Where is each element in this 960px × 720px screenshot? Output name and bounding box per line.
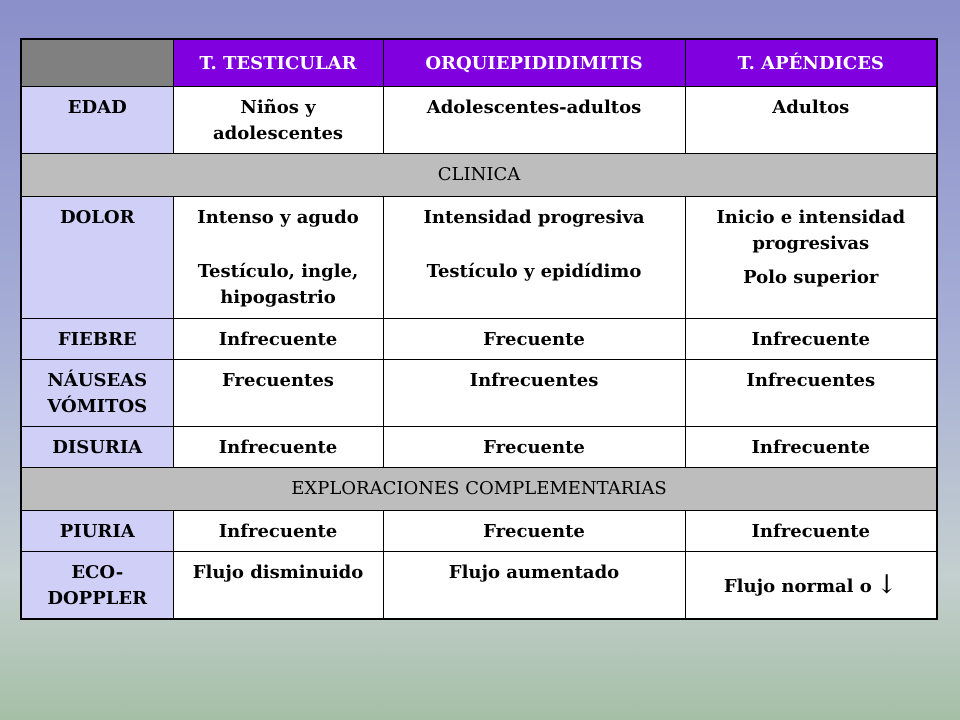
header-testicular: T. TESTICULAR <box>173 39 383 87</box>
cell-dolor-orquiepididimitis <box>383 197 685 318</box>
row-label-dolor: DOLOR <box>21 197 173 318</box>
row-label-nauseas-line2: VÓMITOS <box>47 395 148 417</box>
cell-edad-orquiepididimitis: Adolescentes-adultos <box>383 87 685 154</box>
row-dolor <box>21 197 937 318</box>
eco-apendices-text: Flujo normal o <box>723 576 872 598</box>
row-label-nauseas <box>21 359 173 426</box>
row-nauseas <box>21 359 937 426</box>
header-apendices: T. APÉNDICES <box>685 39 937 87</box>
cell-dolor-apendices <box>685 197 937 318</box>
dolor-testicular-main: Intenso y agudo <box>197 207 359 229</box>
row-piuria <box>21 511 937 552</box>
cell-nauseas-apendices: Infrecuentes <box>685 359 937 426</box>
row-label-disuria: DISURIA <box>21 426 173 467</box>
comparison-table <box>20 38 938 620</box>
cell-nauseas-testicular: Frecuentes <box>173 359 383 426</box>
down-arrow-icon: ↓ <box>875 570 898 601</box>
cell-nauseas-orquiepididimitis: Infrecuentes <box>383 359 685 426</box>
dolor-apendices-location: Polo superior <box>743 267 879 289</box>
row-disuria <box>21 426 937 467</box>
row-label-fiebre: FIEBRE <box>21 318 173 359</box>
dolor-orquiepididimitis-main: Intensidad progresiva <box>423 207 645 229</box>
cell-piuria-apendices: Infrecuente <box>685 511 937 552</box>
cell-fiebre-apendices: Infrecuente <box>685 318 937 359</box>
dolor-orquiepididimitis-location: Testículo y epidídimo <box>426 261 642 283</box>
cell-piuria-orquiepididimitis: Frecuente <box>383 511 685 552</box>
section-clinica: CLINICA <box>21 154 937 197</box>
cell-edad-apendices: Adultos <box>685 87 937 154</box>
row-edad <box>21 87 937 154</box>
corner-cell <box>21 39 173 87</box>
cell-fiebre-orquiepididimitis: Frecuente <box>383 318 685 359</box>
cell-eco-apendices <box>685 552 937 620</box>
section-row-exploraciones <box>21 467 937 510</box>
row-label-eco-doppler: ECO-DOPPLER <box>21 552 173 620</box>
header-row <box>21 39 937 87</box>
cell-edad-testicular: Niños y adolescentes <box>173 87 383 154</box>
dolor-apendices-main: Inicio e intensidad progresivas <box>716 207 906 255</box>
cell-disuria-apendices: Infrecuente <box>685 426 937 467</box>
row-label-piuria: PIURIA <box>21 511 173 552</box>
section-row-clinica <box>21 154 937 197</box>
cell-dolor-testicular <box>173 197 383 318</box>
row-fiebre <box>21 318 937 359</box>
cell-piuria-testicular: Infrecuente <box>173 511 383 552</box>
section-exploraciones: EXPLORACIONES COMPLEMENTARIAS <box>21 467 937 510</box>
row-label-nauseas-line1: NÁUSEAS <box>47 369 148 391</box>
cell-disuria-orquiepididimitis: Frecuente <box>383 426 685 467</box>
cell-eco-orquiepididimitis: Flujo aumentado <box>383 552 685 620</box>
cell-disuria-testicular: Infrecuente <box>173 426 383 467</box>
row-eco-doppler <box>21 552 937 620</box>
cell-eco-testicular: Flujo disminuido <box>173 552 383 620</box>
row-label-edad: EDAD <box>21 87 173 154</box>
cell-fiebre-testicular: Infrecuente <box>173 318 383 359</box>
dolor-testicular-location: Testículo, ingle, hipogastrio <box>197 261 359 309</box>
header-orquiepididimitis: ORQUIEPIDIDIMITIS <box>383 39 685 87</box>
